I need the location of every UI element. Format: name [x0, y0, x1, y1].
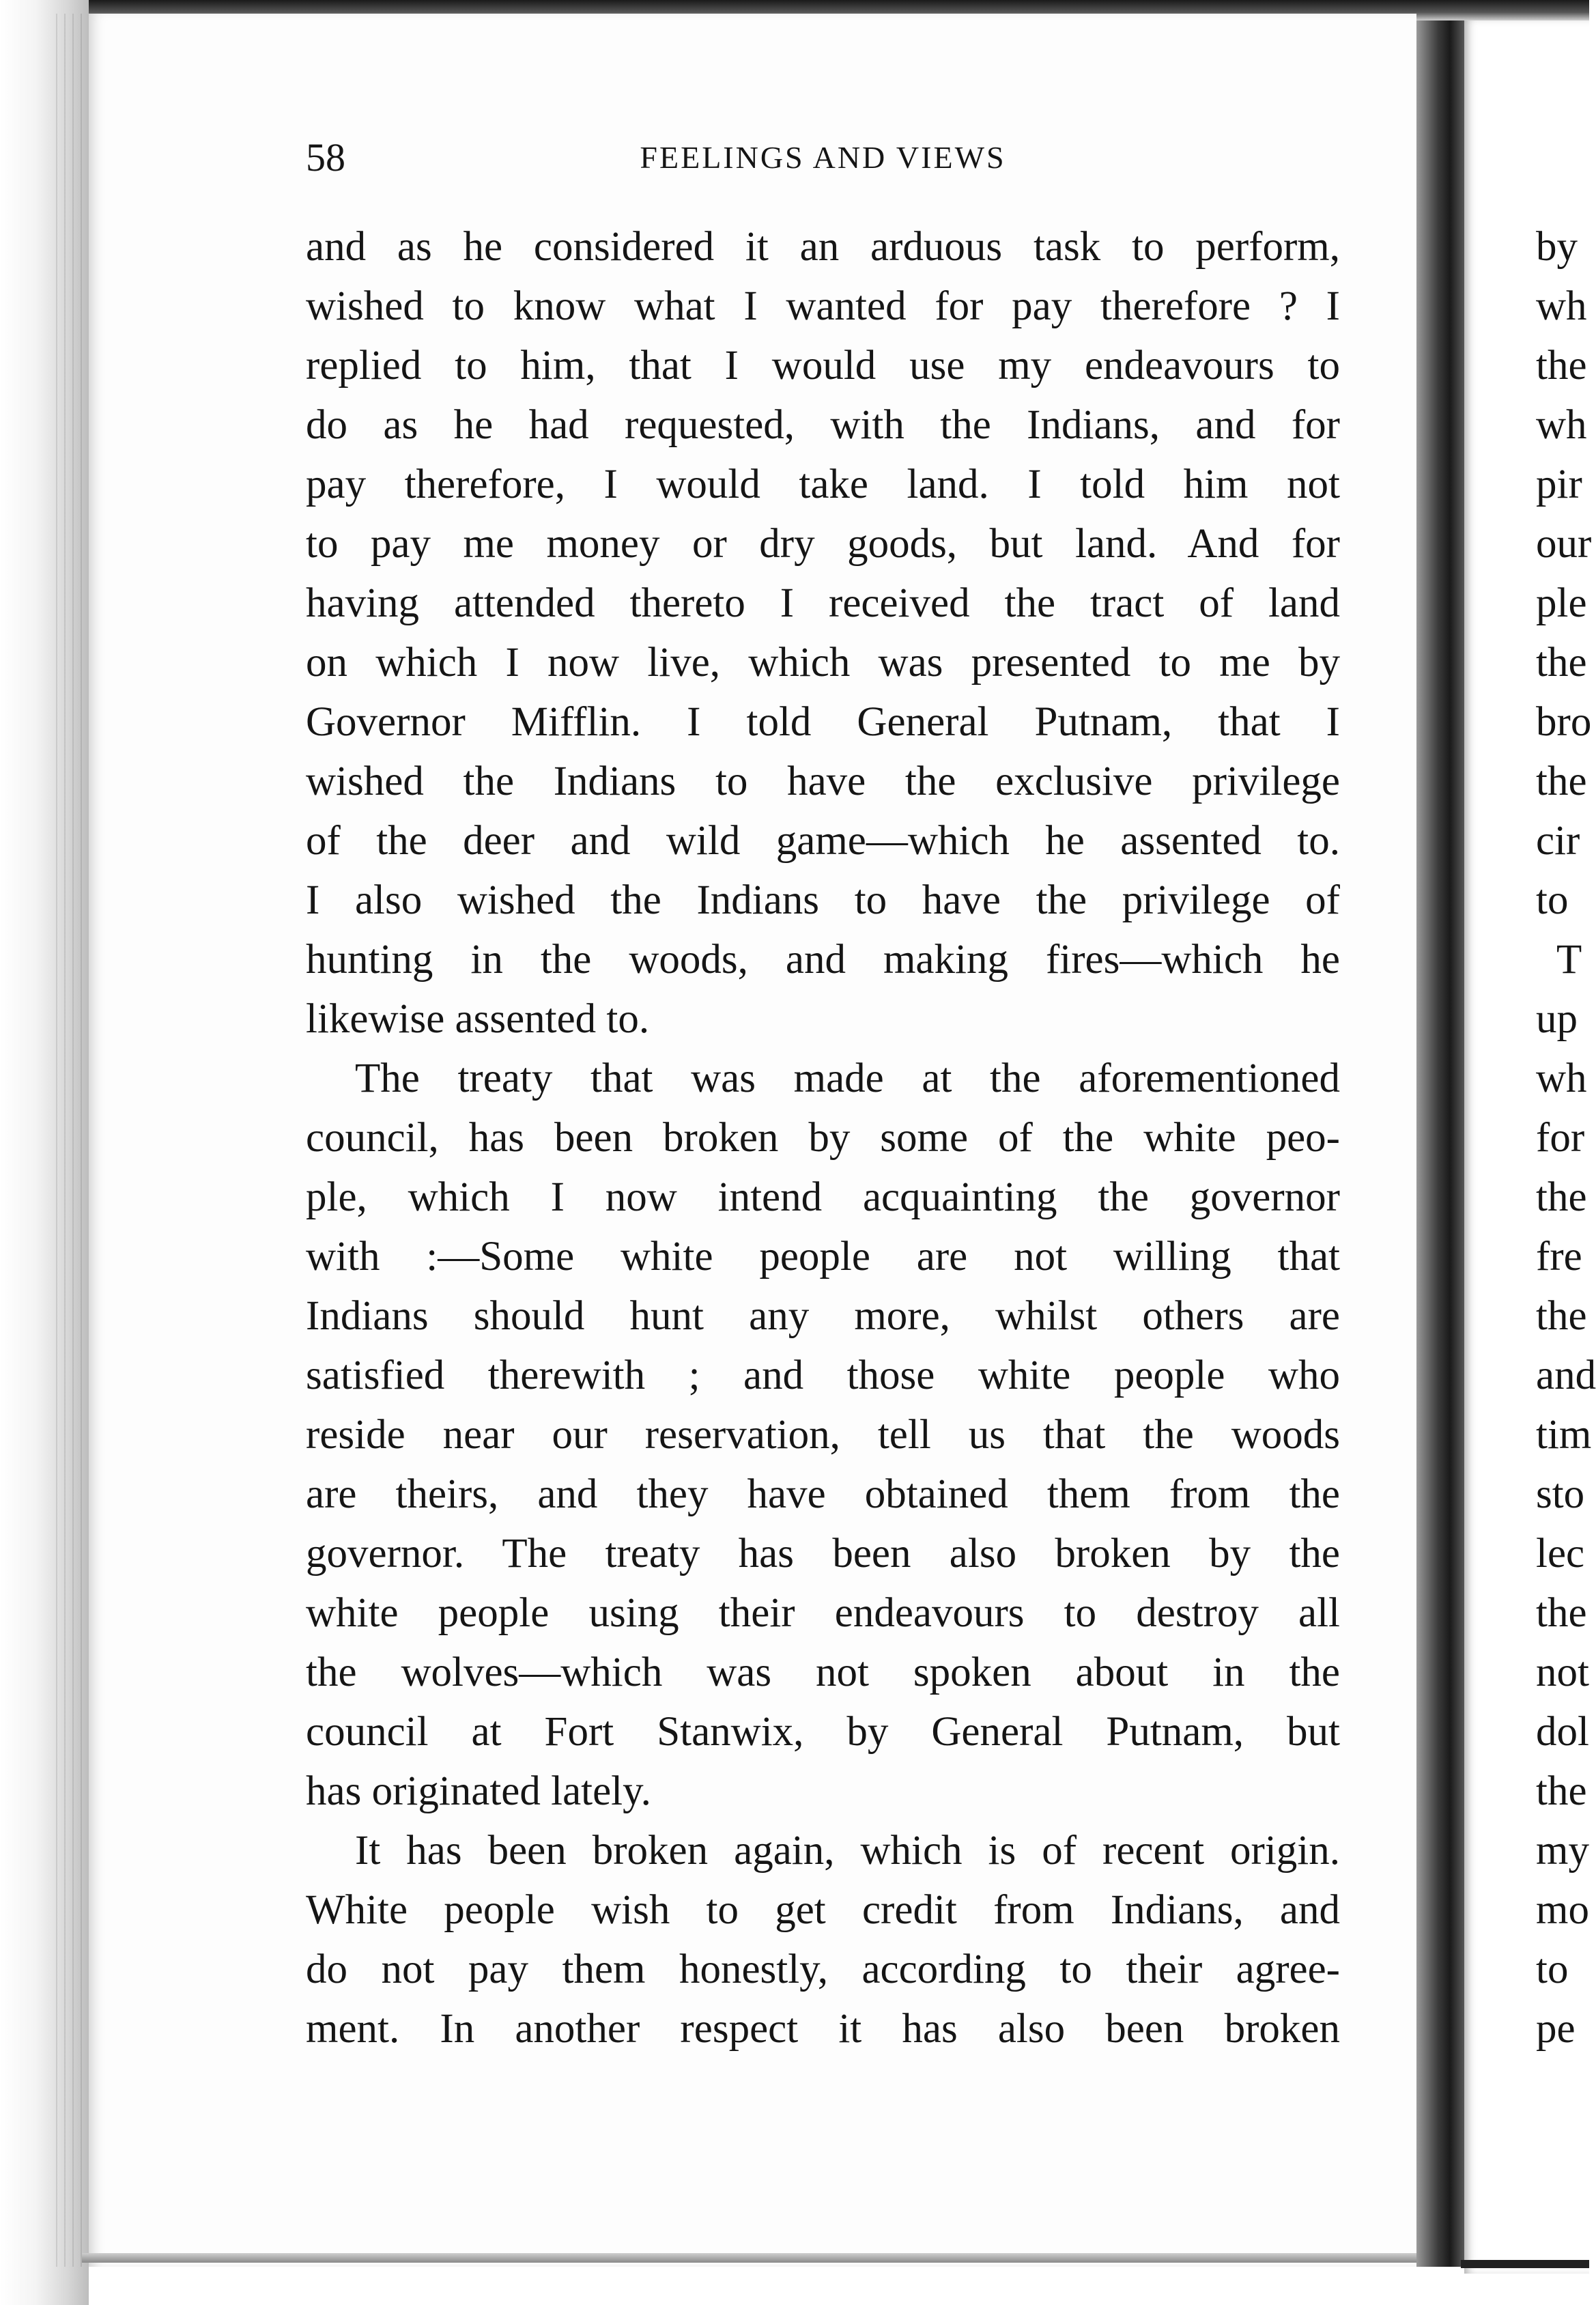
facing-line-fragment: dol	[1536, 1709, 1589, 1755]
facing-line-fragment: lec	[1536, 1531, 1585, 1576]
page-number: 58	[306, 135, 345, 180]
text-line: to pay me money or dry goods, but land. And for	[306, 521, 1340, 567]
text-line: likewise assented to.	[306, 996, 650, 1042]
text-line: do as he had requested, with the Indians, and for	[306, 402, 1340, 448]
facing-line-fragment: not	[1536, 1650, 1589, 1695]
running-title: FEELINGS AND VIEWS	[640, 140, 1006, 175]
text-line: replied to him, that I would use my endeavours to	[306, 343, 1340, 388]
facing-line-fragment: bro	[1536, 699, 1592, 745]
text-line: White people wish to get credit from Indians, and	[306, 1887, 1340, 1933]
text-line: The treaty that was made at the aforementioned	[355, 1056, 1340, 1101]
text-line: and as he considered it an arduous task to perform,	[306, 224, 1340, 270]
text-line: having attended thereto I received the tract of land	[306, 580, 1340, 626]
page-bottom-edge	[82, 2253, 1420, 2263]
text-line: council at Fort Stanwix, by General Putnam, but	[306, 1709, 1340, 1755]
facing-line-fragment: our	[1536, 521, 1592, 567]
facing-line-fragment: wh	[1536, 283, 1587, 329]
text-line: wished the Indians to have the exclusive privilege	[306, 759, 1340, 804]
text-line: Indians should hunt any more, whilst others are	[306, 1293, 1340, 1339]
text-line: do not pay them honestly, according to their agree-	[306, 1947, 1340, 1992]
text-line: pay therefore, I would take land. I told him not	[306, 462, 1340, 507]
text-line: ment. In another respect it has also been broken	[306, 2006, 1340, 2052]
text-line: hunting in the woods, and making fires—which he	[306, 937, 1340, 982]
running-head	[306, 134, 1340, 182]
facing-line-fragment: the	[1536, 1293, 1587, 1339]
text-line: are theirs, and they have obtained them from the	[306, 1471, 1340, 1517]
facing-line-fragment: to	[1536, 877, 1569, 923]
facing-line-fragment: T	[1556, 937, 1582, 982]
facing-line-fragment: the	[1536, 1174, 1587, 1220]
text-line: It has been broken again, which is of recent origin.	[355, 1828, 1340, 1873]
text-line: I also wished the Indians to have the privilege of	[306, 877, 1340, 923]
facing-page-text	[1536, 217, 1596, 2059]
text-line: Governor Mifflin. I told General Putnam, that I	[306, 699, 1340, 745]
facing-line-fragment: and	[1536, 1353, 1596, 1398]
facing-line-fragment: wh	[1536, 402, 1587, 448]
text-line: the wolves—which was not spoken about in the	[306, 1650, 1340, 1695]
body-text	[306, 217, 1340, 2059]
text-line: reside near our reservation, tell us that the woods	[306, 1412, 1340, 1458]
facing-line-fragment: the	[1536, 343, 1587, 388]
text-line: wished to know what I wanted for pay therefore ? I	[306, 283, 1340, 329]
facing-line-fragment: pe	[1536, 2006, 1576, 2052]
facing-line-fragment: sto	[1536, 1471, 1585, 1517]
facing-line-fragment: the	[1536, 1590, 1587, 1636]
facing-line-fragment: tim	[1536, 1412, 1592, 1458]
facing-line-fragment: wh	[1536, 1056, 1587, 1101]
facing-line-fragment: the	[1536, 640, 1587, 685]
text-line: on which I now live, which was presented to me by	[306, 640, 1340, 685]
facing-line-fragment: ple	[1536, 580, 1587, 626]
facing-line-fragment: my	[1536, 1828, 1589, 1873]
text-line: council, has been broken by some of the white peo-	[306, 1115, 1340, 1161]
text-line: satisfied therewith ; and those white people who	[306, 1353, 1340, 1398]
facing-line-fragment: for	[1536, 1115, 1585, 1161]
facing-line-fragment: the	[1536, 1768, 1587, 1814]
text-line: ple, which I now intend acquainting the governor	[306, 1174, 1340, 1220]
facing-line-fragment: to	[1536, 1947, 1569, 1992]
facing-line-fragment: fre	[1536, 1234, 1582, 1279]
facing-page-bottom-edge	[1461, 2260, 1589, 2268]
text-line: white people using their endeavours to destroy all	[306, 1590, 1340, 1636]
facing-line-fragment: by	[1536, 224, 1578, 270]
facing-line-fragment: pir	[1536, 462, 1582, 507]
text-line: has originated lately.	[306, 1768, 651, 1814]
facing-line-fragment: cir	[1536, 818, 1580, 864]
facing-line-fragment: the	[1536, 759, 1587, 804]
text-line: with :—Some white people are not willing that	[306, 1234, 1340, 1279]
facing-line-fragment: up	[1536, 996, 1578, 1042]
text-line: governor. The treaty has been also broken by the	[306, 1531, 1340, 1576]
text-line: of the deer and wild game—which he assented to.	[306, 818, 1340, 864]
book-gutter	[1416, 20, 1464, 2267]
facing-line-fragment: mo	[1536, 1887, 1589, 1933]
